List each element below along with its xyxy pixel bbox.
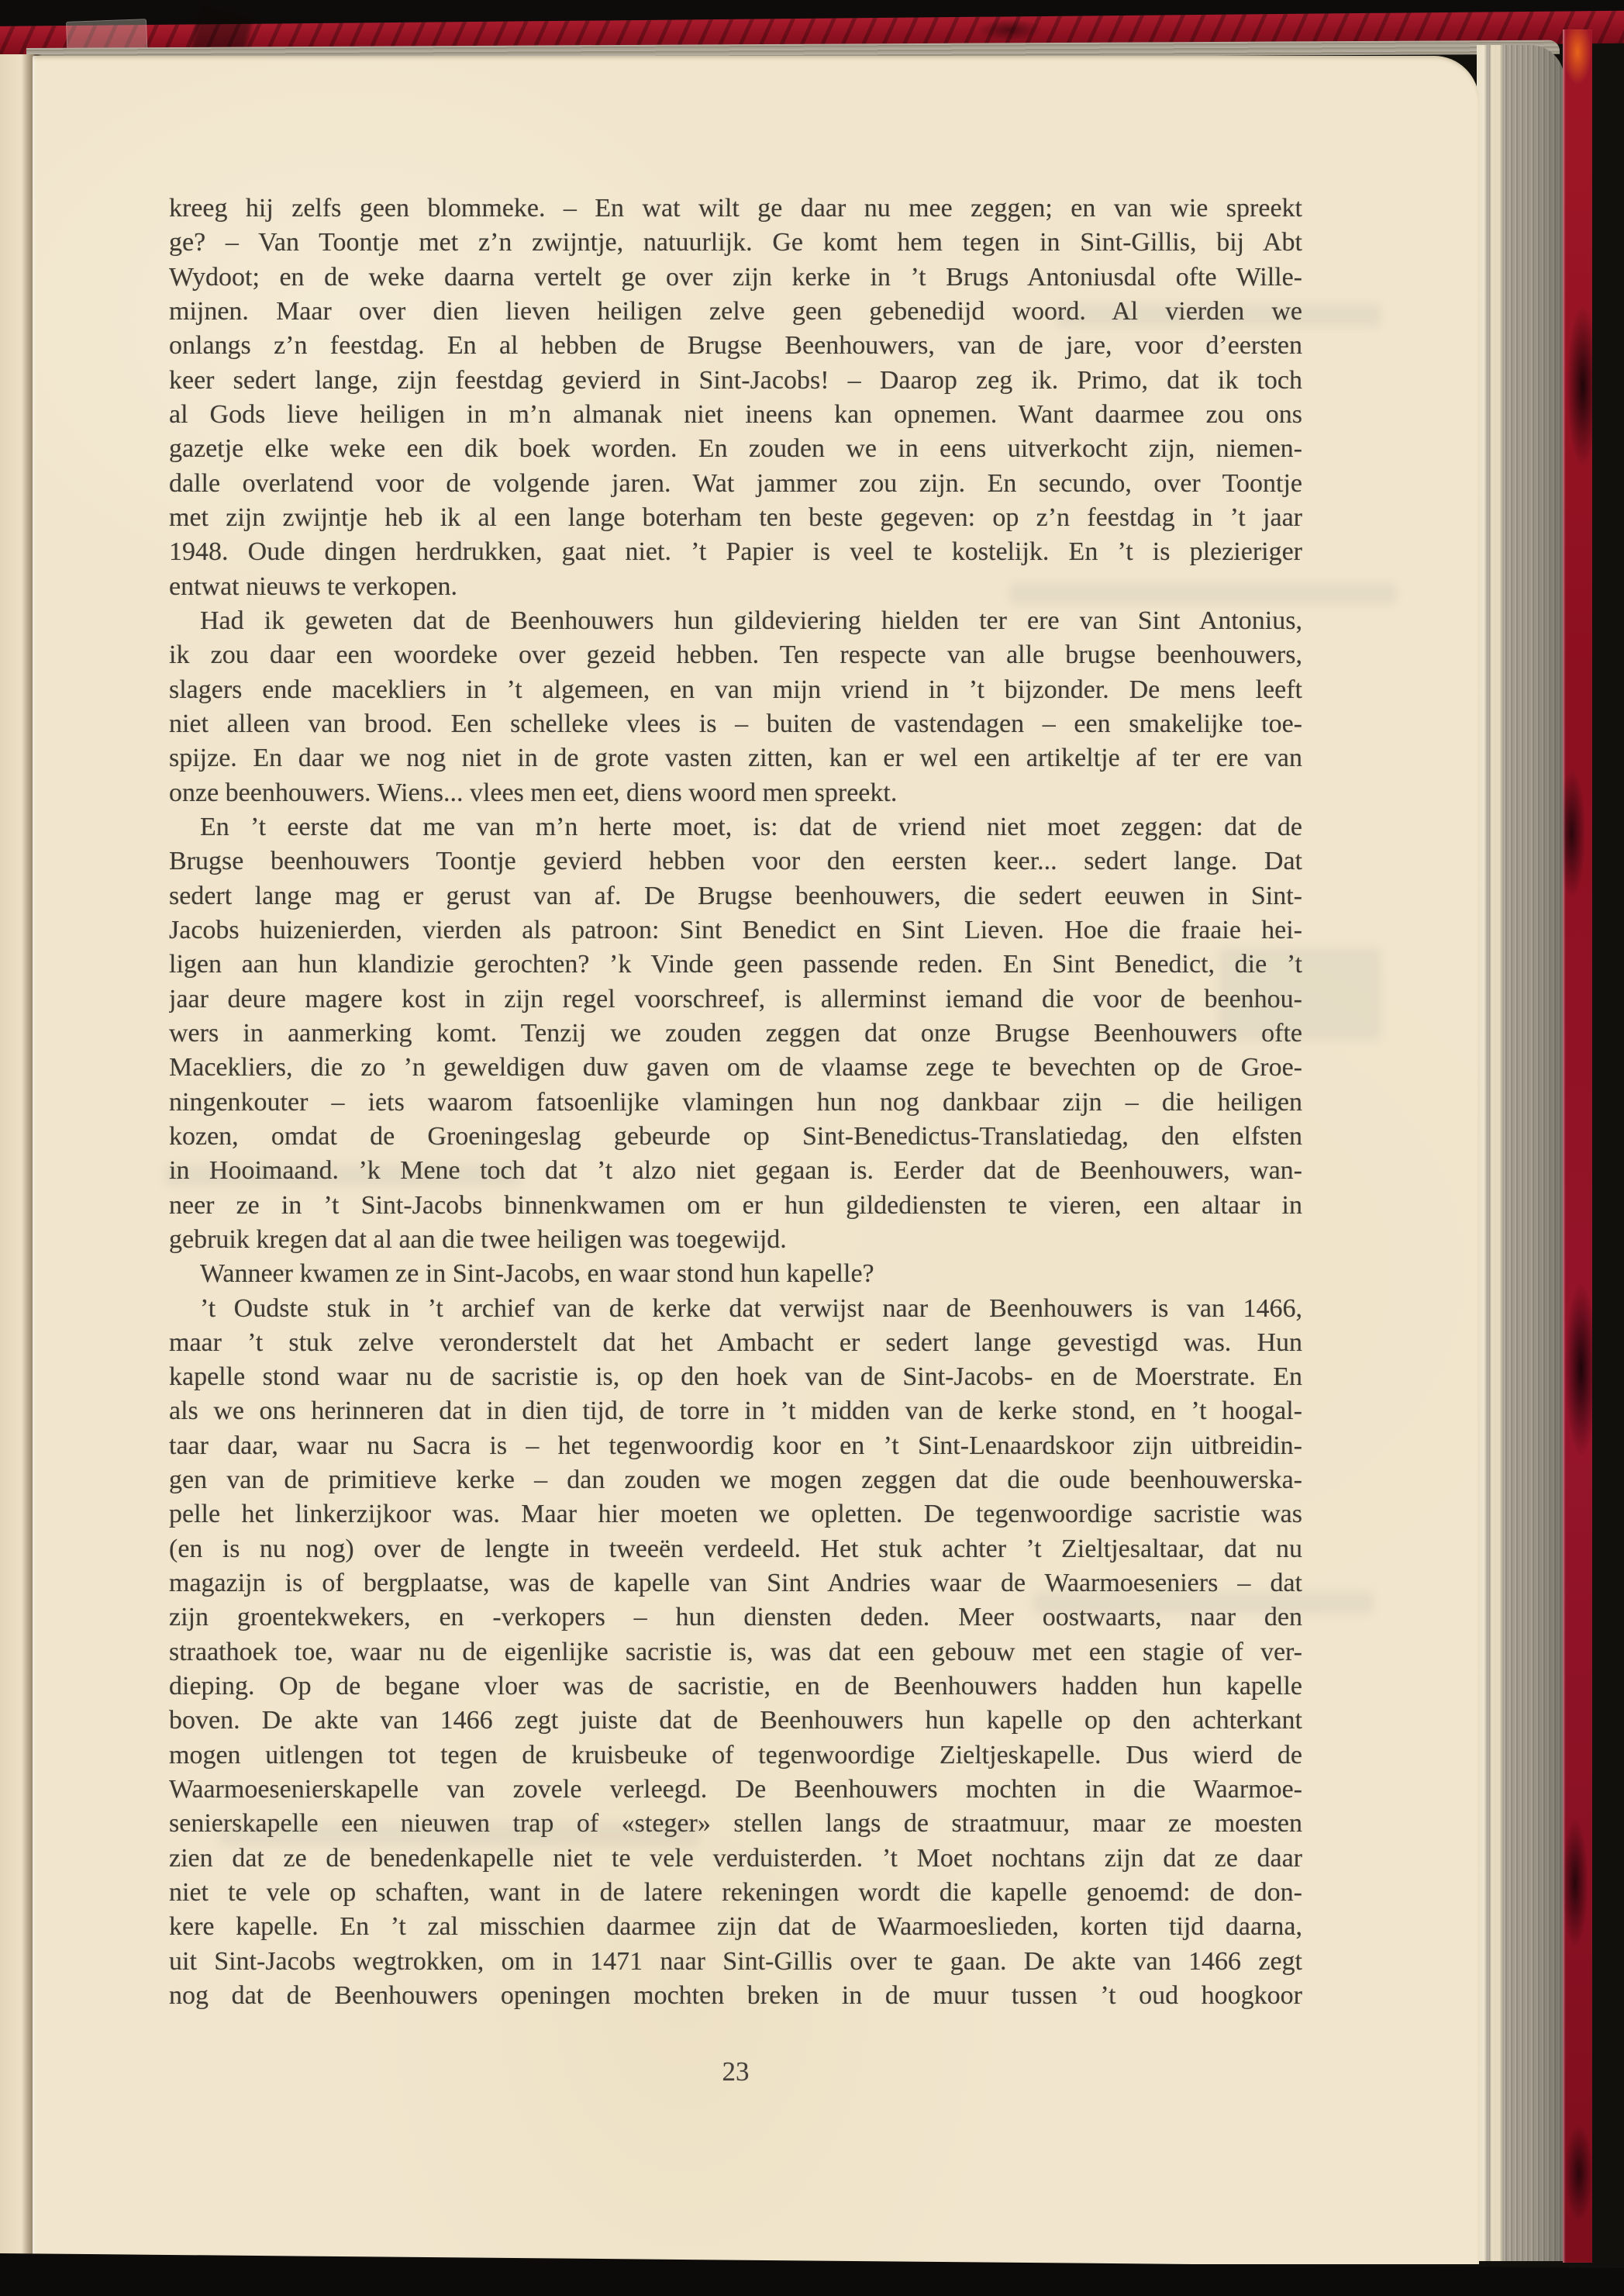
text-line: mijnen. Maar over dien lieven heiligen zelve geen gebenedijd woord. Al vierden we [169,296,1302,326]
marbled-cover-edge [1563,29,1592,2263]
text-line: senierskapelle een nieuwen trap of «steger» stellen langs de straatmuur, maar ze moesten [169,1809,1302,1839]
text-line: entwat nieuws te verkopen. [169,571,457,601]
fore-edge-page-stack [1477,45,1564,2261]
text-line: niet alleen van brood. Een schelleke vlees is – buiten de vastendagen – een smakelijke toe- [169,709,1302,738]
text-line: 1948. Oude dingen herdrukken, gaat niet. ’t Papier is veel te kostelijk. En ’t is plezieriger [169,537,1302,567]
text-line: kere kapelle. En ’t zal misschien daarmee zijn dat de Waarmoeslieden, korten tijd daarna, [169,1912,1302,1942]
text-line: taar daar, waar nu Sacra is – het tegenwoordig koor en ’t Sint-Lenaardskoor zijn uitbreidin- [169,1431,1302,1460]
text-line: spijze. En daar we nog niet in de grote vasten zitten, kan er wel een artikeltje af ter ere van [169,744,1302,773]
text-line: onlangs z’n feestdag. En al hebben de Brugse Beenhouwers, van de jare, voor d’eersten [169,331,1302,361]
text-line: wers in aanmerking komt. Tenzij we zouden zeggen dat onze Brugse Beenhouwers ofte [169,1018,1302,1048]
text-line: kozen, omdat de Groeningeslag gebeurde op Sint-Benedictus-Translatiedag, den elfsten [169,1121,1302,1151]
text-line: maar ’t stuk zelve veronderstelt dat het Ambacht er sedert lange gevestigd was. Hun [169,1328,1302,1357]
text-line: als we ons herinneren dat in dien tijd, de torre in ’t midden van de kerke stond, en ’t hoogal- [169,1397,1302,1426]
text-line: Wanneer kwamen ze in Sint-Jacobs, en waar stond hun kapelle? [200,1259,874,1289]
text-line: mogen uitlengen tot tegen de kruisbeuke of tegenwoordige Zieltjeskapelle. Dus wierd de [169,1740,1302,1769]
text-line: ik zou daar een woordeke over gezeid hebben. Ten respecte van alle brugse beenhouwers, [169,640,1302,670]
text-line: kreeg hij zelfs geen blommeke. – En wat wilt ge daar nu mee zeggen; en van wie spreekt [169,194,1302,223]
text-line: onze beenhouwers. Wiens... vlees men eet, diens woord men spreekt. [169,778,898,807]
text-line: neer ze in ’t Sint-Jacobs binnenkwamen om er hun gildediensten te vieren, een altaar in [169,1190,1302,1220]
text-line: Brugse beenhouwers Toontje gevierd hebben voor den eersten keer... sedert lange. Dat [169,847,1302,876]
text-line: boven. De akte van 1466 zegt juiste dat de Beenhouwers hun kapelle op den achterkant [169,1706,1302,1735]
text-line: uit Sint-Jacobs wegtrokken, om in 1471 naar Sint-Gillis over te gaan. De akte van 1466 zegt [169,1946,1302,1976]
text-line: gazetje elke weke een dik boek worden. En zouden we in eens uitverkocht zijn, niemen- [169,434,1302,464]
text-line: gen van de primitieve kerke – dan zouden we mogen zeggen dat die oude beenhouwerska- [169,1466,1302,1495]
text-line: jaar deure magere kost in zijn regel voorschreef, is allerminst iemand die voor de beenhou- [169,984,1302,1013]
text-line: kapelle stond waar nu de sacristie is, op den hoek van de Sint-Jacobs- en de Moerstrate. En [169,1362,1302,1392]
text-line: ligen aan hun klandizie gerochten? ’k Vinde geen passende reden. En Sint Benedict, die ’t [169,950,1302,979]
page-number: 23 [722,2056,750,2087]
text-line: magazijn is of bergplaatse, was de kapelle van Sint Andries waar de Waarmoeseniers – dat [169,1569,1302,1598]
text-line: in Hooimaand. ’k Mene toch dat ’t alzo niet gegaan is. Eerder dat de Beenhouwers, wan- [169,1156,1302,1186]
text-line: ge? – Van Toontje met z’n zwijntje, natuurlijk. Ge komt hem tegen in Sint-Gillis, bij Abt [169,228,1302,257]
text-line: keer sedert lange, zijn feestdag gevierd in Sint-Jacobs! – Daarop zeg ik. Primo, dat ik toch [169,365,1302,395]
text-line: pelle het linkerzijkoor was. Maar hier moeten we opletten. De tegenwoordige sacristie was [169,1500,1302,1529]
text-line: dieping. Op de begane vloer was de sacristie, en de Beenhouwers hadden hun kapelle [169,1672,1302,1701]
text-line: dalle overlatend voor de volgende jaren. Wat jammer zou zijn. En secundo, over Toontje [169,468,1302,498]
text-line: ’t Oudste stuk in ’t archief van de kerke dat verwijst naar de Beenhouwers is van 1466, [200,1293,1302,1323]
text-line: Waarmoesenierskapelle van zovele verleegd. De Beenhouwers mochten in die Waarmoe- [169,1775,1302,1804]
text-line: Wydoot; en de weke daarna vertelt ge over zijn kerke in ’t Brugs Antoniusdal ofte Wille- [169,262,1302,292]
text-line: sedert lange mag er gerust van af. De Brugse beenhouwers, die sedert eeuwen in Sint- [169,881,1302,910]
text-line: (en is nu nog) over de lengte in tweeën verdeeld. Het stuk achter ’t Zieltjesaltaar, dat nu [169,1534,1302,1563]
text-line: gebruik kregen dat al aan die twee heiligen was toegewijd. [169,1224,787,1254]
text-line: slagers ende macekliers in ’t algemeen, en van mijn vriend in ’t bijzonder. De mens leeft [169,675,1302,704]
text-line: zien dat ze de benedenkapelle niet te vele verduisterden. ’t Moet nochtans zijn dat ze daar [169,1843,1302,1873]
text-line: niet te vele op schaften, want in de latere rekeningen wordt die kapelle genoemd: de don- [169,1878,1302,1908]
text-line: ningenkouter – iets waarom fatsoenlijke vlamingen hun nog dankbaar zijn – die heiligen [169,1087,1302,1117]
text-line: En ’t eerste dat me van m’n herte moet, is: dat de vriend niet moet zeggen: dat de [200,812,1302,841]
text-line: met zijn zwijntje heb ik al een lange boterham ten beste gegeven: op z’n feestdag in ’t jaar [169,502,1302,532]
text-line: nog dat de Beenhouwers openingen mochten breken in de muur tussen ’t oud hoogkoor [169,1981,1302,2011]
text-line: al Gods lieve heiligen in m’n almanak niet ineens kan opnemen. Want daarmee zou ons [169,399,1302,429]
page-text-block [169,192,1302,2013]
text-line: Macekliers, die zo ’n geweldigen duw gaven om de vlaamse zege te bevechten op de Groe- [169,1053,1302,1082]
text-line: Had ik geweten dat de Beenhouwers hun gildeviering hielden ter ere van Sint Antonius, [200,606,1302,635]
text-line: Jacobs huizenierden, vierden als patroon: Sint Benedict en Sint Lieven. Hoe die fraaie hei- [169,915,1302,944]
text-line: straathoek toe, waar nu de eigenlijke sacristie is, was dat een gebouw met een stagie of ver- [169,1637,1302,1666]
text-line: zijn groentekwekers, en -verkopers – hun diensten deden. Meer oostwaarts, naar den [169,1603,1302,1632]
